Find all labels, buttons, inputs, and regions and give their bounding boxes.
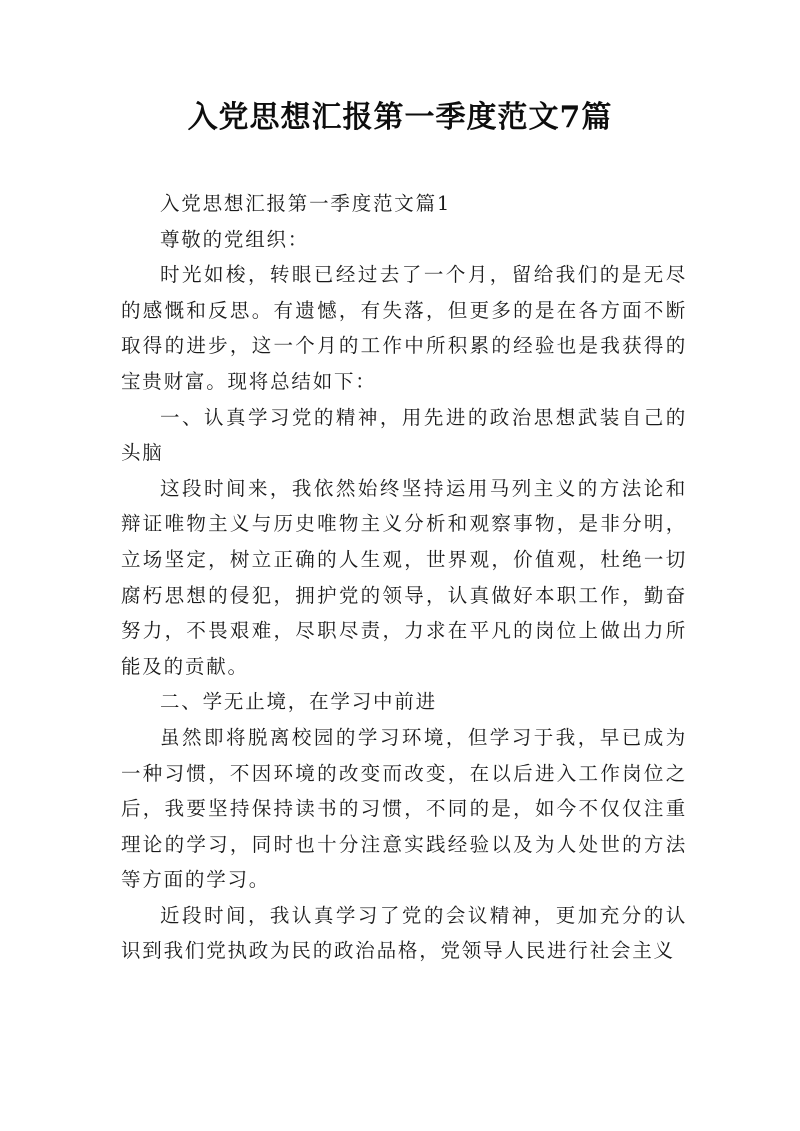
subheading: 二、学无止境，在学习中前进 xyxy=(160,690,437,714)
body-paragraph: 时光如梭，转眼已经过去了一个月，留给我们的是无尽的感慨和反思。有遗憾，有失落，但更多的是在各方面不断取得的进步，这一个月的工作中所积累的经验也是我获得的宝贵财富。现将总结如下： xyxy=(121,263,687,393)
section-heading: 入党思想汇报第一季度范文篇1 xyxy=(160,192,452,215)
salutation: 尊敬的党组织： xyxy=(160,227,310,251)
document-body xyxy=(121,186,687,969)
body-paragraph: 近段时间，我认真学习了党的会议精神，更加充分的认识到我们党执政为民的政治品格，党领导人民进行社会主义 xyxy=(121,903,687,963)
document-title: 入党思想汇报第一季度范文7篇 xyxy=(187,100,613,135)
body-paragraph: 这段时间来，我依然始终坚持运用马列主义的方法论和辩证唯物主义与历史唯物主义分析和观察事物，是非分明，立场坚定，树立正确的人生观，世界观，价值观，杜绝一切腐朽思想的侵犯，拥护党的领导，认真做好本职工作，勤奋努力，不畏艰难，尽职尽责，力求在平凡的岗位上做出力所能及的贡献。 xyxy=(121,476,687,678)
subheading: 一、认真学习党的精神，用先进的政治思想武装自己的头脑 xyxy=(121,405,687,465)
body-paragraph: 虽然即将脱离校园的学习环境，但学习于我，早已成为一种习惯，不因环境的改变而改变，在以后进入工作岗位之后，我要坚持保持读书的习惯，不同的是，如今不仅仅注重理论的学习，同时也十分注意实践经验以及为人处世的方法等方面的学习。 xyxy=(121,725,687,892)
